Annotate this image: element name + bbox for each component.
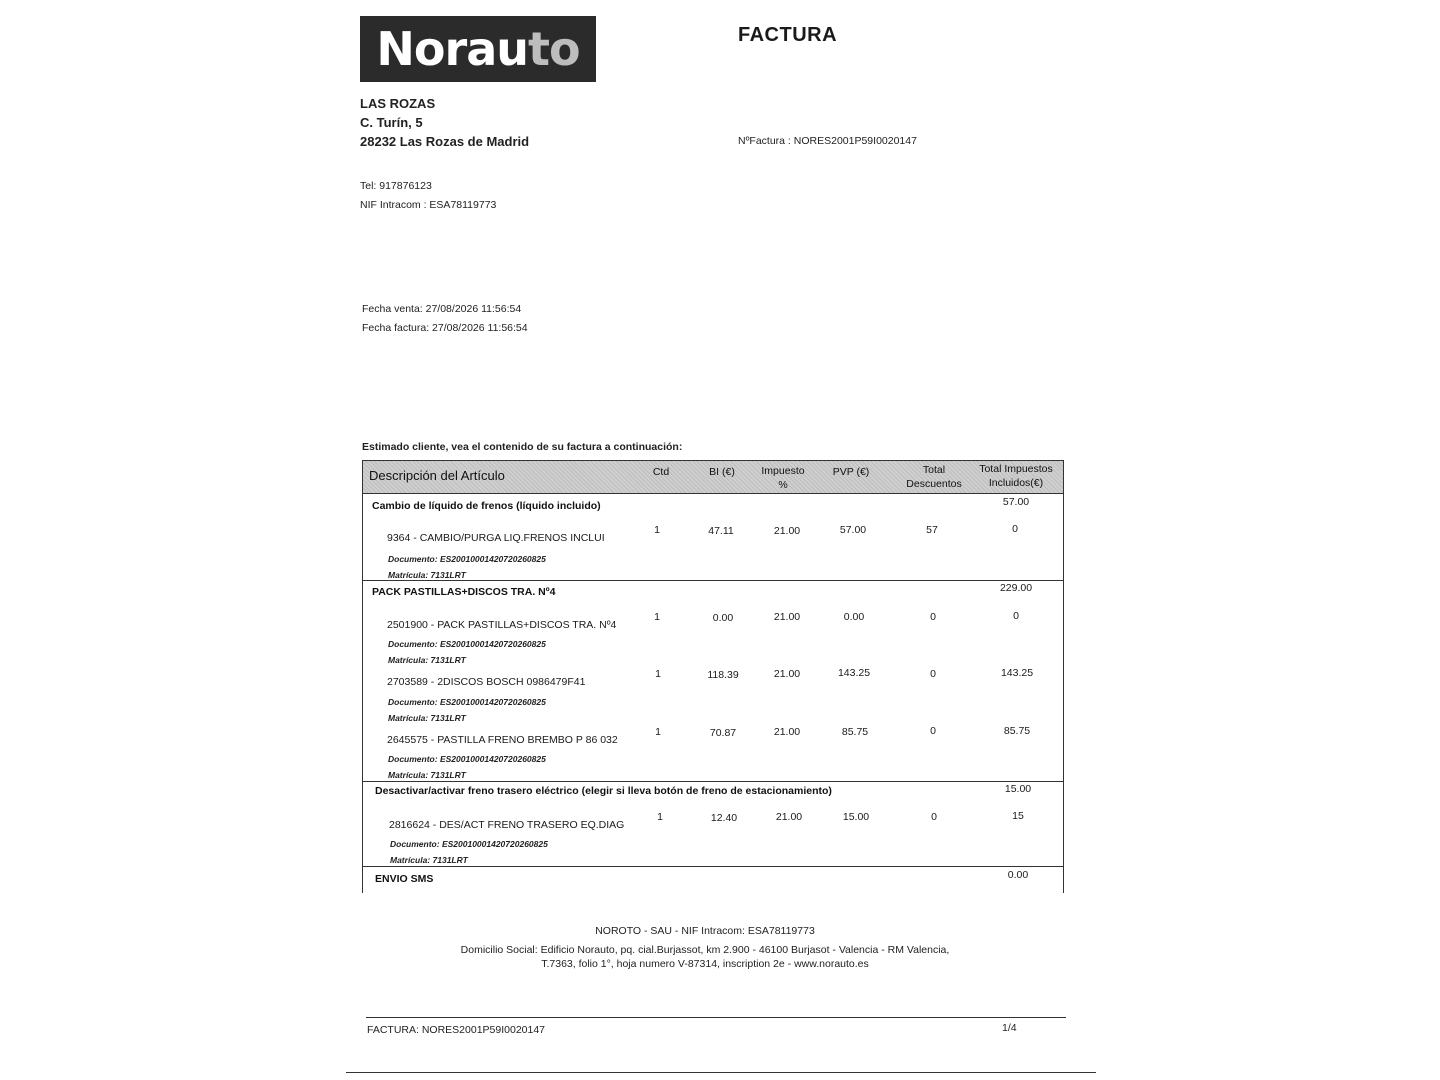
item-document: Documento: ES20010001420720260825 [388,754,546,764]
group-title: PACK PASTILLAS+DISCOS TRA. Nº4 [372,586,556,598]
item-plate: Matrícula: 7131LRT [388,655,466,665]
store-street: C. Turín, 5 [360,115,423,130]
item-pvp: 85.75 [841,726,869,738]
item-base: 118.39 [707,669,739,681]
col-discount [899,463,969,491]
item-quantity: 1 [655,726,661,738]
item-total: 143.25 [1000,667,1034,679]
item-description: 2645575 - PASTILLA FRENO BREMBO P 86 032 [387,734,618,746]
item-plate: Matrícula: 7131LRT [388,713,466,723]
page-number: 1/4 [1002,1022,1017,1034]
item-pvp: 0.00 [843,611,865,623]
col-pvp: PVP (€) [832,466,870,478]
item-quantity: 1 [654,524,660,536]
item-discount: 0 [930,668,936,680]
col-total [971,462,1061,490]
item-plate: Matrícula: 7131LRT [390,855,468,865]
footer-address-line1: Domicilio Social: Edificio Norauto, pq. cial.Burjassot, km 2.900 - 46100 Burjasot - Valencia - RM Valencia, [460,944,950,956]
col-base: BI (€) [709,466,735,478]
footer-rule [366,1017,1066,1018]
col-description: Descripción del Artículo [369,468,505,483]
norauto-logo [360,16,596,82]
invoice-table [362,460,1064,893]
item-base: 0.00 [712,612,734,624]
intro-text: Estimado cliente, vea el contenido de su factura a continuación: [362,441,683,453]
item-document: Documento: ES20010001420720260825 [388,554,546,564]
sale-date: Fecha venta: 27/08/2026 11:56:54 [362,303,522,315]
col-discount-line1: Total [922,464,946,476]
item-description: 2501900 - PACK PASTILLAS+DISCOS TRA. Nº4 [387,619,617,631]
item-total: 0 [1013,610,1019,622]
item-quantity: 1 [657,811,663,823]
invoice-number: NºFactura : NORES2001P59I0020147 [738,135,917,147]
document-title: FACTURA [738,24,838,46]
store-phone: Tel: 917876123 [360,180,432,192]
item-tax: 21.00 [775,811,803,823]
col-tax [753,464,813,492]
item-description: 9364 - CAMBIO/PURGA LIQ.FRENOS INCLUI [387,532,605,544]
group-divider [363,866,1063,867]
item-base: 70.87 [709,727,737,739]
item-tax: 21.00 [773,611,801,623]
item-discount: 0 [930,611,936,623]
item-discount: 0 [931,811,937,823]
item-pvp: 57.00 [839,524,867,536]
group-divider [363,580,1063,581]
item-plate: Matrícula: 7131LRT [388,570,466,580]
group-total: 0.00 [1007,869,1029,881]
logo-text-tail: to [527,22,580,76]
store-nif: NIF Intracom : ESA78119773 [360,199,497,211]
item-pvp: 143.25 [837,667,871,679]
col-quantity: Ctd [652,466,670,478]
item-document: Documento: ES20010001420720260825 [388,639,546,649]
col-total-line2: Incluidos(€) [988,477,1044,489]
item-document: Documento: ES20010001420720260825 [388,697,546,707]
item-plate: Matrícula: 7131LRT [388,770,466,780]
bottom-rule [346,1072,1096,1073]
group-total: 229.00 [999,582,1033,594]
group-title: ENVIO SMS [375,873,434,885]
item-total: 15 [1012,810,1024,822]
item-quantity: 1 [654,611,660,623]
item-discount: 57 [926,524,938,536]
item-pvp: 15.00 [842,811,870,823]
item-document: Documento: ES20010001420720260825 [390,839,548,849]
footer-company: NOROTO - SAU - NIF Intracom: ESA78119773 [595,925,815,937]
item-tax: 21.00 [773,726,801,738]
invoice-date: Fecha factura: 27/08/2026 11:56:54 [362,322,528,334]
group-total: 57.00 [1002,496,1030,508]
col-tax-line2: % [778,479,788,491]
item-discount: 0 [930,725,936,737]
item-tax: 21.00 [773,668,801,680]
logo-text-main: Norau [376,22,528,76]
item-total: 0 [1012,523,1018,535]
col-tax-line1: Impuesto [761,465,805,477]
item-total: 85.75 [1003,725,1031,737]
store-city: 28232 Las Rozas de Madrid [360,134,530,149]
item-base: 12.40 [710,812,738,824]
group-title: Cambio de líquido de frenos (líquido incluido) [372,500,601,512]
group-title: Desactivar/activar freno trasero eléctrico (elegir si lleva botón de freno de estacionamiento) [375,785,832,797]
col-discount-line2: Descuentos [906,478,962,490]
item-description: 2703589 - 2DISCOS BOSCH 0986479F41 [387,676,586,688]
item-tax: 21.00 [773,525,801,537]
item-description: 2816624 - DES/ACT FRENO TRASERO EQ.DIAG [389,819,625,831]
table-header [363,461,1063,494]
item-base: 47.11 [708,525,734,537]
store-name: LAS ROZAS [360,96,436,111]
group-divider [363,781,1063,782]
footer-invoice-ref: FACTURA: NORES2001P59I0020147 [367,1024,546,1036]
footer-address-line2: T.7363, folio 1°, hoja numero V-87314, inscription 2e - www.norauto.es [541,958,869,970]
group-total: 15.00 [1004,783,1032,795]
col-total-line1: Total Impuestos [979,463,1053,475]
item-quantity: 1 [655,668,661,680]
